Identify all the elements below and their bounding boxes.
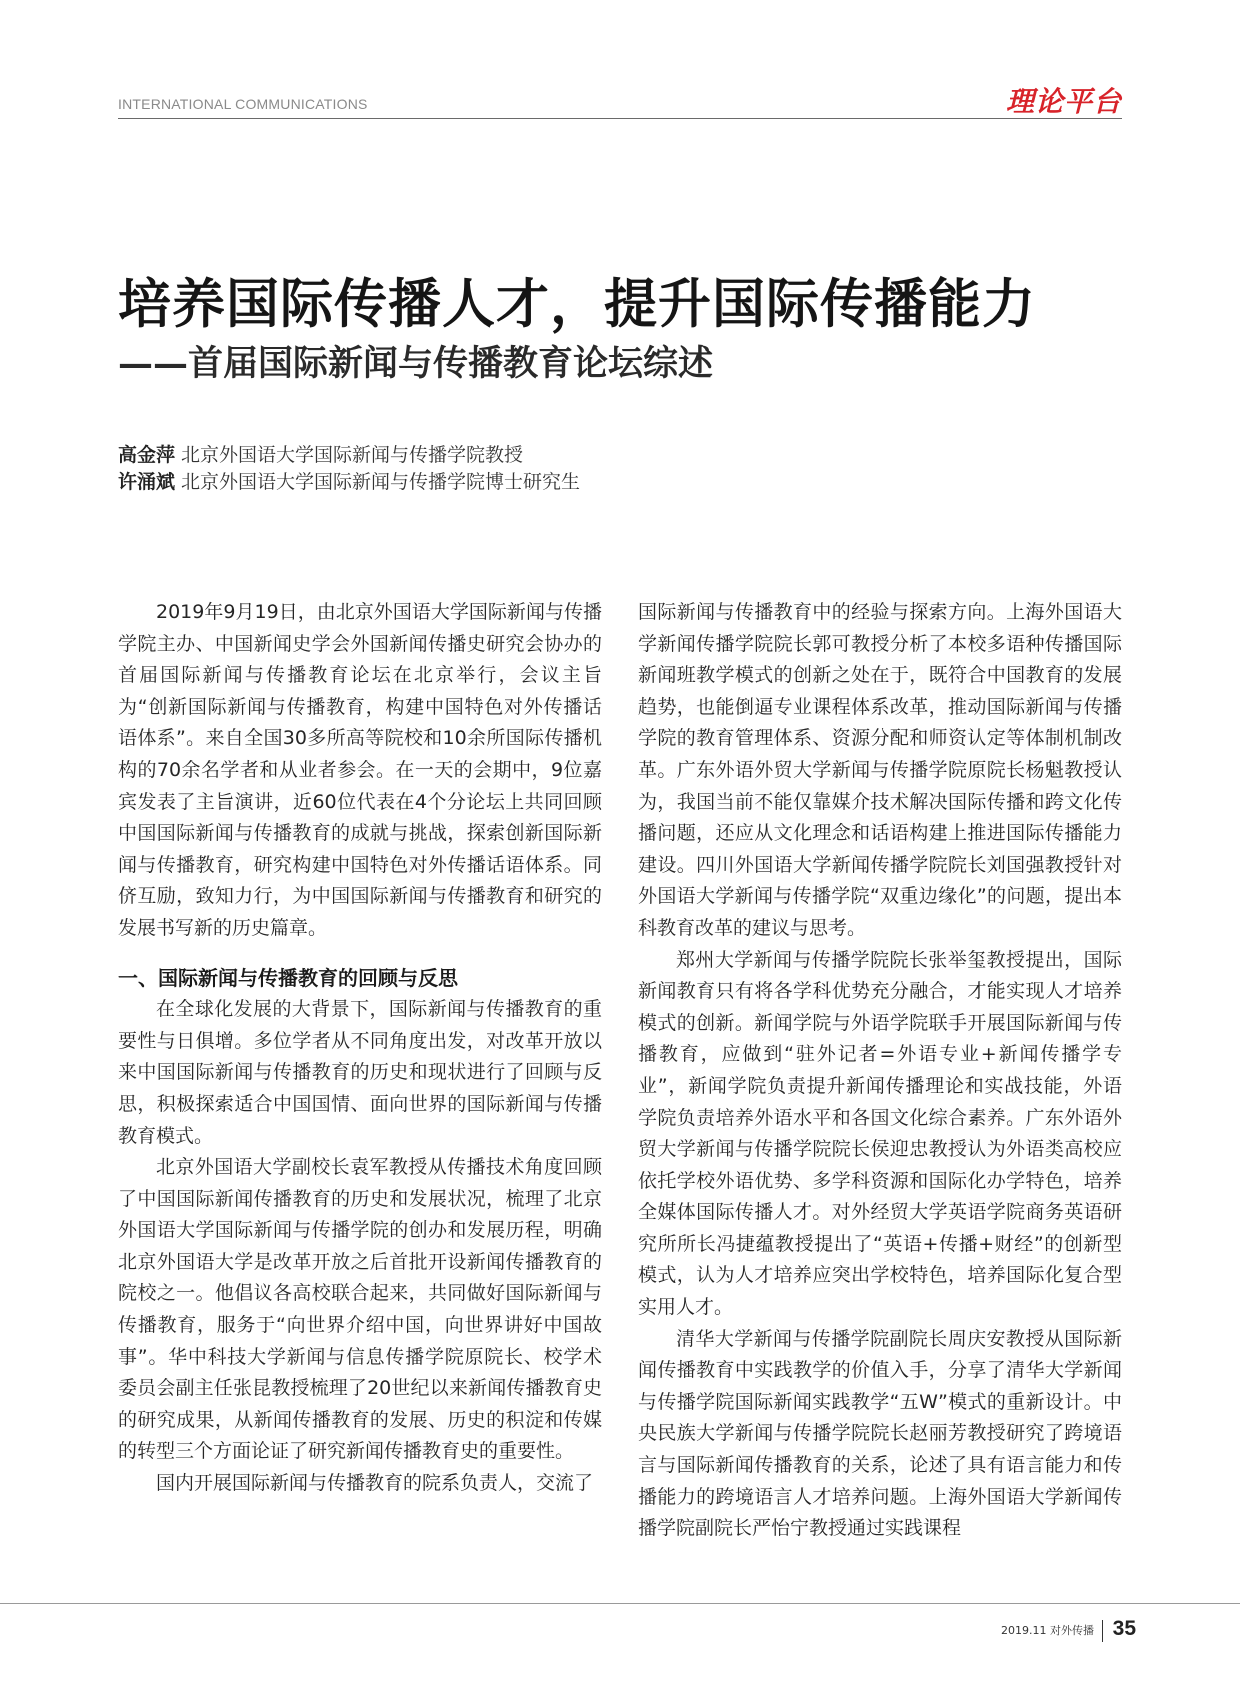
author-name: 许涌斌 bbox=[118, 471, 176, 493]
body-paragraph: 国内开展国际新闻与传播教育的院系负责人，交流了 bbox=[156, 1472, 594, 1495]
header-divider bbox=[118, 118, 1122, 119]
footer-issue-label: 2019.11 对外传播 bbox=[1001, 1620, 1103, 1642]
author-list bbox=[118, 442, 580, 496]
author-entry bbox=[118, 469, 580, 496]
journal-header-label: INTERNATIONAL COMMUNICATIONS bbox=[118, 96, 368, 112]
page-number: 35 bbox=[1112, 1617, 1136, 1640]
body-paragraph: 北京外国语大学副校长袁军教授从传播技术角度回顾了中国国际新闻传播教育的历史和发展状况，梳理了北京外国语大学国际新闻与传播学院的创办和发展历程，明确北京外国语大学是改革开放之后首批开设新闻传播教育的院校之一。他倡议各高校联合起来，共同做好国际新闻与传播教育，服务于“向世界介绍中国，向世界讲好中国故事”。华中科技大学新闻与信息传播学院原院长、校学术委员会副主任张昆教授梳理了20世纪以来新闻传播教育史的研究成果，从新闻传播教育的发展、历史的积淀和传媒的转型三个方面论证了研究新闻传播教育史的重要性。 bbox=[118, 1156, 602, 1463]
body-paragraph: 国际新闻与传播教育中的经验与探索方向。上海外国语大学新闻传播学院院长郭可教授分析了本校多语种传播国际新闻班教学模式的创新之处在于，既符合中国教育的发展趋势，也能倒逼专业课程体系改革，推动国际新闻与传播学院的教育管理体系、资源分配和师资认定等体制机制改革。广东外语外贸大学新闻与传播学院原院长杨魁教授认为，我国当前不能仅靠媒介技术解决国际传播和跨文化传播问题，还应从文化理念和话语构建上推进国际传播能力建设。四川外国语大学新闻传播学院院长刘国强教授针对外国语大学新闻与传播学院“双重边缘化”的问题，提出本科教育改革的建议与思考。 bbox=[638, 601, 1122, 939]
author-affiliation: 北京外国语大学国际新闻与传播学院博士研究生 bbox=[181, 471, 581, 493]
footer-divider bbox=[0, 1603, 1240, 1604]
body-column-left bbox=[118, 597, 602, 1500]
article-subtitle: ——首届国际新闻与传播教育论坛综述 bbox=[118, 343, 714, 384]
author-entry bbox=[118, 442, 580, 469]
body-column-right bbox=[638, 597, 1122, 1545]
section-brand-label: 理论平台 bbox=[1005, 85, 1122, 118]
author-name: 高金萍 bbox=[118, 444, 176, 466]
body-paragraph: 2019年9月19日，由北京外国语大学国际新闻与传播学院主办、中国新闻史学会外国新闻传播史研究会协办的首届国际新闻与传播教育论坛在北京举行，会议主旨为“创新国际新闻与传播教育，构建中国特色对外传播话语体系”。来自全国30多所高等院校和10余所国际传播机构的70余名学者和从业者参会。在一天的会期中，9位嘉宾发表了主旨演讲，近60位代表在4个分论坛上共同回顾中国国际新闻与传播教育的成就与挑战，探索创新国际新闻与传播教育，研究构建中国特色对外传播话语体系。同侪互励，致知力行，为中国国际新闻与传播教育和研究的发展书写新的历史篇章。 bbox=[118, 601, 602, 939]
body-paragraph: 清华大学新闻与传播学院副院长周庆安教授从国际新闻传播教育中实践教学的价值入手，分享了清华大学新闻与传播学院国际新闻实践教学“五W”模式的重新设计。中央民族大学新闻与传播学院院长赵丽芳教授研究了跨境语言与国际新闻传播教育的关系，论述了具有语言能力和传播能力的跨境语言人才培养问题。上海外国语大学新闻传播学院副院长严怡宁教授通过实践课程 bbox=[638, 1327, 1122, 1540]
author-affiliation: 北京外国语大学国际新闻与传播学院教授 bbox=[181, 444, 524, 466]
article-title: 培养国际传播人才，提升国际传播能力 bbox=[118, 274, 1036, 335]
body-paragraph: 在全球化发展的大背景下，国际新闻与传播教育的重要性与日俱增。多位学者从不同角度出发，对改革开放以来中国国际新闻与传播教育的历史和现状进行了回顾与反思，积极探索适合中国国情、面向世界的国际新闻与传播教育模式。 bbox=[118, 998, 602, 1147]
section-heading: 一、国际新闻与传播教育的回顾与反思 bbox=[118, 965, 458, 990]
body-paragraph: 郑州大学新闻与传播学院院长张举玺教授提出，国际新闻教育只有将各学科优势充分融合，才能实现人才培养模式的创新。新闻学院与外语学院联手开展国际新闻与传播教育，应做到“驻外记者=外语专业+新闻传播学专业”，新闻学院负责提升新闻传播理论和实战技能，外语学院负责培养外语水平和各国文化综合素养。广东外语外贸大学新闻与传播学院院长侯迎忠教授认为外语类高校应依托学校外语优势、多学科资源和国际化办学特色，培养全媒体国际传播人才。对外经贸大学英语学院商务英语研究所所长冯捷蕴教授提出了“英语+传播+财经”的创新型模式，认为人才培养应突出学校特色，培养国际化复合型实用人才。 bbox=[638, 948, 1122, 1319]
